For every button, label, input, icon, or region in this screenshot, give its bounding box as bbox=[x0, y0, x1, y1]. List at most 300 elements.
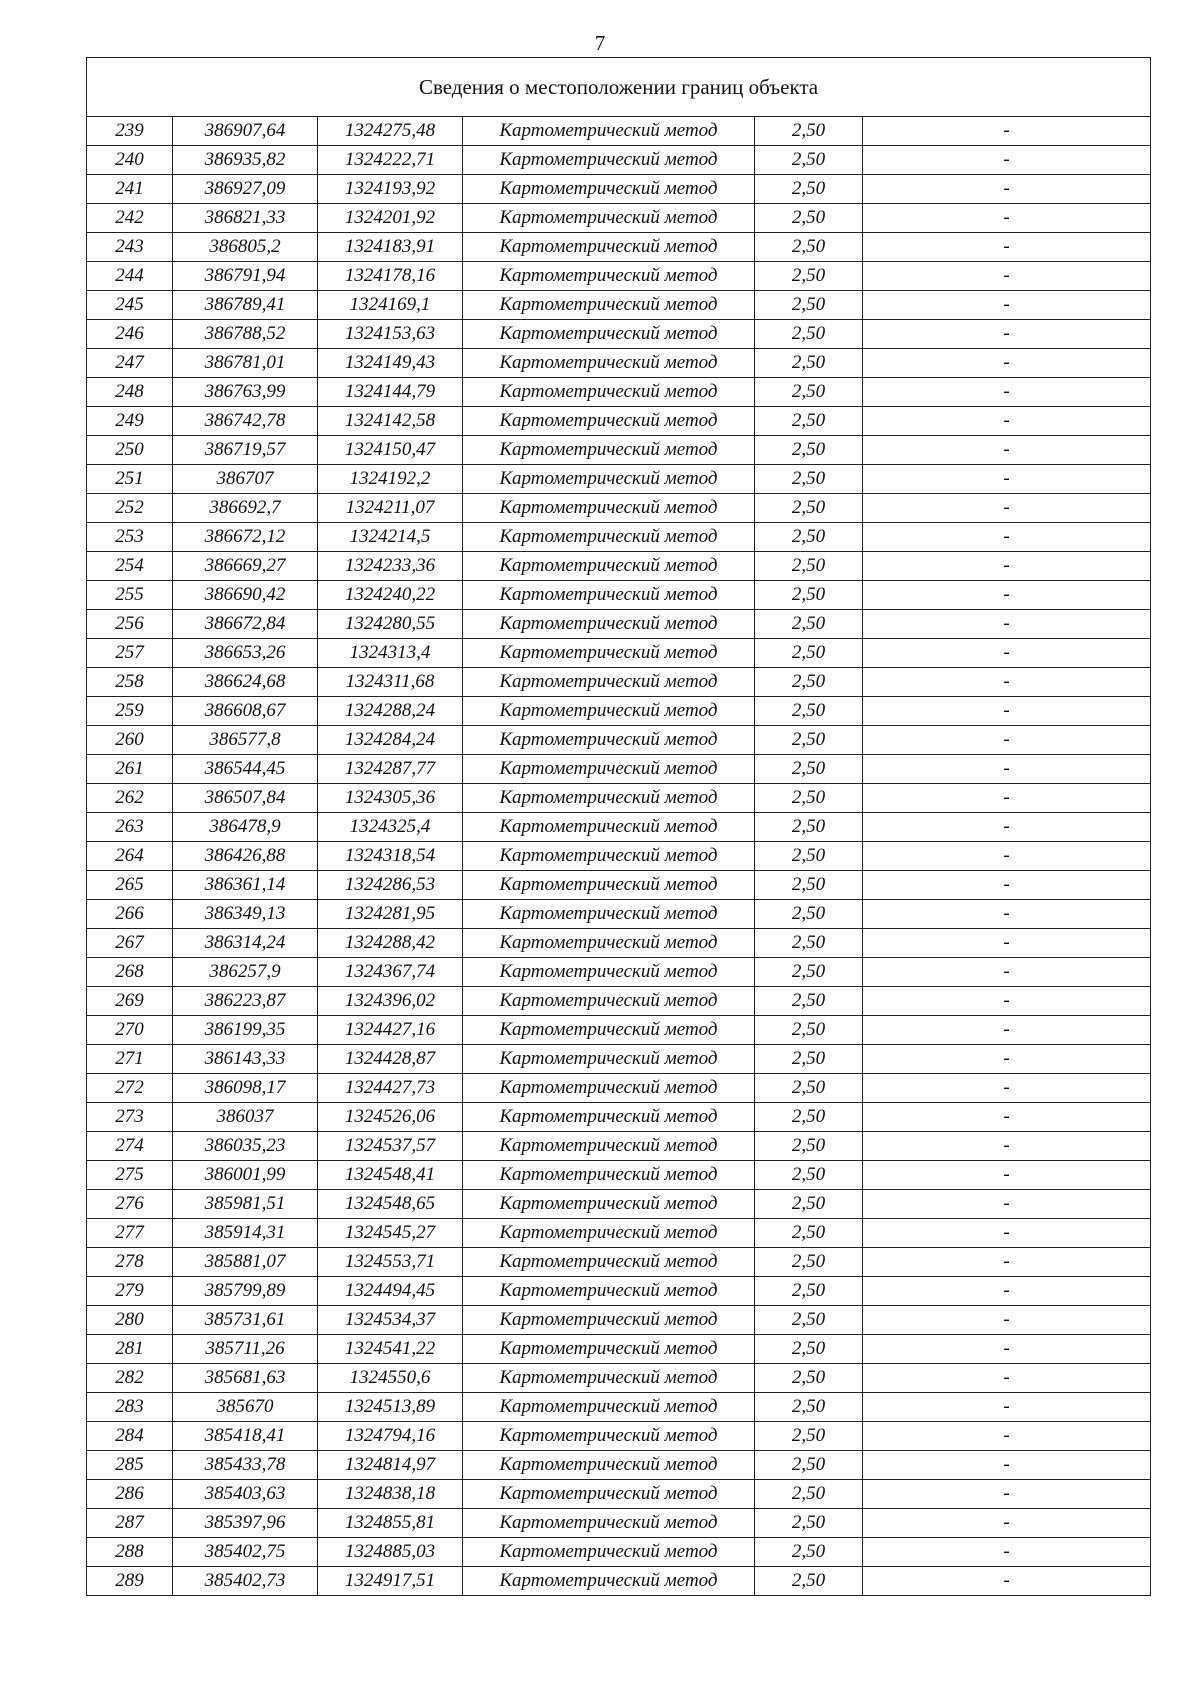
description-cell: - bbox=[863, 813, 1151, 842]
table-row bbox=[87, 1451, 1151, 1480]
table-body bbox=[87, 117, 1151, 1596]
method-cell: Картометрический метод bbox=[463, 378, 755, 407]
y-coordinate-cell: 1324280,55 bbox=[318, 610, 463, 639]
method-cell: Картометрический метод bbox=[463, 726, 755, 755]
table-row bbox=[87, 1161, 1151, 1190]
y-coordinate-cell: 1324541,22 bbox=[318, 1335, 463, 1364]
x-coordinate-cell: 386608,67 bbox=[173, 697, 318, 726]
point-number-cell: 239 bbox=[87, 117, 173, 146]
x-coordinate-cell: 386672,84 bbox=[173, 610, 318, 639]
x-coordinate-cell: 386690,42 bbox=[173, 581, 318, 610]
point-number-cell: 277 bbox=[87, 1219, 173, 1248]
method-cell: Картометрический метод bbox=[463, 697, 755, 726]
method-cell: Картометрический метод bbox=[463, 1480, 755, 1509]
accuracy-cell: 2,50 bbox=[755, 291, 863, 320]
x-coordinate-cell: 386805,2 bbox=[173, 233, 318, 262]
table-row bbox=[87, 1045, 1151, 1074]
point-number-cell: 284 bbox=[87, 1422, 173, 1451]
x-coordinate-cell: 385981,51 bbox=[173, 1190, 318, 1219]
x-coordinate-cell: 386577,8 bbox=[173, 726, 318, 755]
method-cell: Картометрический метод bbox=[463, 1277, 755, 1306]
point-number-cell: 289 bbox=[87, 1567, 173, 1596]
y-coordinate-cell: 1324281,95 bbox=[318, 900, 463, 929]
table-row bbox=[87, 610, 1151, 639]
accuracy-cell: 2,50 bbox=[755, 523, 863, 552]
method-cell: Картометрический метод bbox=[463, 1219, 755, 1248]
accuracy-cell: 2,50 bbox=[755, 1509, 863, 1538]
method-cell: Картометрический метод bbox=[463, 929, 755, 958]
x-coordinate-cell: 385402,75 bbox=[173, 1538, 318, 1567]
x-coordinate-cell: 386035,23 bbox=[173, 1132, 318, 1161]
point-number-cell: 247 bbox=[87, 349, 173, 378]
description-cell: - bbox=[863, 523, 1151, 552]
accuracy-cell: 2,50 bbox=[755, 958, 863, 987]
point-number-cell: 265 bbox=[87, 871, 173, 900]
accuracy-cell: 2,50 bbox=[755, 117, 863, 146]
y-coordinate-cell: 1324494,45 bbox=[318, 1277, 463, 1306]
description-cell: - bbox=[863, 1364, 1151, 1393]
accuracy-cell: 2,50 bbox=[755, 1364, 863, 1393]
x-coordinate-cell: 385670 bbox=[173, 1393, 318, 1422]
point-number-cell: 283 bbox=[87, 1393, 173, 1422]
y-coordinate-cell: 1324917,51 bbox=[318, 1567, 463, 1596]
description-cell: - bbox=[863, 1335, 1151, 1364]
point-number-cell: 257 bbox=[87, 639, 173, 668]
y-coordinate-cell: 1324284,24 bbox=[318, 726, 463, 755]
point-number-cell: 245 bbox=[87, 291, 173, 320]
y-coordinate-cell: 1324153,63 bbox=[318, 320, 463, 349]
table-row bbox=[87, 1219, 1151, 1248]
method-cell: Картометрический метод bbox=[463, 349, 755, 378]
description-cell: - bbox=[863, 1045, 1151, 1074]
x-coordinate-cell: 385681,63 bbox=[173, 1364, 318, 1393]
accuracy-cell: 2,50 bbox=[755, 581, 863, 610]
point-number-cell: 241 bbox=[87, 175, 173, 204]
table-row bbox=[87, 436, 1151, 465]
description-cell: - bbox=[863, 1451, 1151, 1480]
method-cell: Картометрический метод bbox=[463, 291, 755, 320]
accuracy-cell: 2,50 bbox=[755, 813, 863, 842]
table-row bbox=[87, 1567, 1151, 1596]
method-cell: Картометрический метод bbox=[463, 1422, 755, 1451]
point-number-cell: 285 bbox=[87, 1451, 173, 1480]
table-row bbox=[87, 958, 1151, 987]
table-row bbox=[87, 784, 1151, 813]
method-cell: Картометрический метод bbox=[463, 204, 755, 233]
accuracy-cell: 2,50 bbox=[755, 1277, 863, 1306]
y-coordinate-cell: 1324838,18 bbox=[318, 1480, 463, 1509]
description-cell: - bbox=[863, 1306, 1151, 1335]
accuracy-cell: 2,50 bbox=[755, 1045, 863, 1074]
accuracy-cell: 2,50 bbox=[755, 755, 863, 784]
x-coordinate-cell: 386426,88 bbox=[173, 842, 318, 871]
y-coordinate-cell: 1324526,06 bbox=[318, 1103, 463, 1132]
y-coordinate-cell: 1324534,37 bbox=[318, 1306, 463, 1335]
y-coordinate-cell: 1324545,27 bbox=[318, 1219, 463, 1248]
x-coordinate-cell: 386653,26 bbox=[173, 639, 318, 668]
description-cell: - bbox=[863, 668, 1151, 697]
table-row bbox=[87, 1103, 1151, 1132]
point-number-cell: 251 bbox=[87, 465, 173, 494]
y-coordinate-cell: 1324855,81 bbox=[318, 1509, 463, 1538]
y-coordinate-cell: 1324178,16 bbox=[318, 262, 463, 291]
method-cell: Картометрический метод bbox=[463, 668, 755, 697]
description-cell: - bbox=[863, 262, 1151, 291]
point-number-cell: 248 bbox=[87, 378, 173, 407]
y-coordinate-cell: 1324311,68 bbox=[318, 668, 463, 697]
point-number-cell: 256 bbox=[87, 610, 173, 639]
method-cell: Картометрический метод bbox=[463, 987, 755, 1016]
x-coordinate-cell: 385418,41 bbox=[173, 1422, 318, 1451]
y-coordinate-cell: 1324275,48 bbox=[318, 117, 463, 146]
description-cell: - bbox=[863, 929, 1151, 958]
point-number-cell: 280 bbox=[87, 1306, 173, 1335]
point-number-cell: 266 bbox=[87, 900, 173, 929]
table-title: Сведения о местоположении границ объекта bbox=[87, 58, 1151, 117]
y-coordinate-cell: 1324305,36 bbox=[318, 784, 463, 813]
table-row bbox=[87, 146, 1151, 175]
point-number-cell: 267 bbox=[87, 929, 173, 958]
method-cell: Картометрический метод bbox=[463, 871, 755, 900]
y-coordinate-cell: 1324222,71 bbox=[318, 146, 463, 175]
table-row bbox=[87, 1016, 1151, 1045]
method-cell: Картометрический метод bbox=[463, 1132, 755, 1161]
table-row bbox=[87, 726, 1151, 755]
accuracy-cell: 2,50 bbox=[755, 784, 863, 813]
point-number-cell: 287 bbox=[87, 1509, 173, 1538]
table-row bbox=[87, 233, 1151, 262]
table-row bbox=[87, 581, 1151, 610]
accuracy-cell: 2,50 bbox=[755, 871, 863, 900]
table-row bbox=[87, 291, 1151, 320]
accuracy-cell: 2,50 bbox=[755, 900, 863, 929]
table-row bbox=[87, 1480, 1151, 1509]
y-coordinate-cell: 1324150,47 bbox=[318, 436, 463, 465]
y-coordinate-cell: 1324396,02 bbox=[318, 987, 463, 1016]
method-cell: Картометрический метод bbox=[463, 1074, 755, 1103]
accuracy-cell: 2,50 bbox=[755, 1480, 863, 1509]
description-cell: - bbox=[863, 1393, 1151, 1422]
description-cell: - bbox=[863, 726, 1151, 755]
accuracy-cell: 2,50 bbox=[755, 436, 863, 465]
table-title-row bbox=[87, 58, 1151, 117]
table-row bbox=[87, 755, 1151, 784]
x-coordinate-cell: 386742,78 bbox=[173, 407, 318, 436]
x-coordinate-cell: 386692,7 bbox=[173, 494, 318, 523]
point-number-cell: 268 bbox=[87, 958, 173, 987]
table-row bbox=[87, 117, 1151, 146]
page-number: 7 bbox=[594, 31, 606, 55]
description-cell: - bbox=[863, 494, 1151, 523]
boundary-coordinates-table bbox=[86, 57, 1151, 1596]
description-cell: - bbox=[863, 349, 1151, 378]
table-row bbox=[87, 204, 1151, 233]
method-cell: Картометрический метод bbox=[463, 1016, 755, 1045]
y-coordinate-cell: 1324548,41 bbox=[318, 1161, 463, 1190]
table-row bbox=[87, 552, 1151, 581]
point-number-cell: 271 bbox=[87, 1045, 173, 1074]
x-coordinate-cell: 386907,64 bbox=[173, 117, 318, 146]
method-cell: Картометрический метод bbox=[463, 1393, 755, 1422]
point-number-cell: 250 bbox=[87, 436, 173, 465]
method-cell: Картометрический метод bbox=[463, 1161, 755, 1190]
table-row bbox=[87, 1364, 1151, 1393]
method-cell: Картометрический метод bbox=[463, 233, 755, 262]
description-cell: - bbox=[863, 842, 1151, 871]
point-number-cell: 254 bbox=[87, 552, 173, 581]
point-number-cell: 252 bbox=[87, 494, 173, 523]
method-cell: Картометрический метод bbox=[463, 581, 755, 610]
table-row bbox=[87, 987, 1151, 1016]
method-cell: Картометрический метод bbox=[463, 1306, 755, 1335]
point-number-cell: 242 bbox=[87, 204, 173, 233]
y-coordinate-cell: 1324214,5 bbox=[318, 523, 463, 552]
table-row bbox=[87, 813, 1151, 842]
table-row bbox=[87, 1190, 1151, 1219]
table-row bbox=[87, 1335, 1151, 1364]
description-cell: - bbox=[863, 175, 1151, 204]
x-coordinate-cell: 386001,99 bbox=[173, 1161, 318, 1190]
description-cell: - bbox=[863, 1161, 1151, 1190]
description-cell: - bbox=[863, 1190, 1151, 1219]
method-cell: Картометрический метод bbox=[463, 1364, 755, 1393]
y-coordinate-cell: 1324313,4 bbox=[318, 639, 463, 668]
y-coordinate-cell: 1324367,74 bbox=[318, 958, 463, 987]
table-row bbox=[87, 639, 1151, 668]
point-number-cell: 269 bbox=[87, 987, 173, 1016]
accuracy-cell: 2,50 bbox=[755, 1393, 863, 1422]
table-row bbox=[87, 1074, 1151, 1103]
accuracy-cell: 2,50 bbox=[755, 1538, 863, 1567]
y-coordinate-cell: 1324427,16 bbox=[318, 1016, 463, 1045]
point-number-cell: 288 bbox=[87, 1538, 173, 1567]
description-cell: - bbox=[863, 146, 1151, 175]
x-coordinate-cell: 386927,09 bbox=[173, 175, 318, 204]
table-row bbox=[87, 668, 1151, 697]
method-cell: Картометрический метод bbox=[463, 900, 755, 929]
accuracy-cell: 2,50 bbox=[755, 1306, 863, 1335]
method-cell: Картометрический метод bbox=[463, 639, 755, 668]
point-number-cell: 286 bbox=[87, 1480, 173, 1509]
y-coordinate-cell: 1324169,1 bbox=[318, 291, 463, 320]
description-cell: - bbox=[863, 1422, 1151, 1451]
x-coordinate-cell: 386788,52 bbox=[173, 320, 318, 349]
method-cell: Картометрический метод bbox=[463, 1567, 755, 1596]
y-coordinate-cell: 1324537,57 bbox=[318, 1132, 463, 1161]
point-number-cell: 270 bbox=[87, 1016, 173, 1045]
description-cell: - bbox=[863, 1567, 1151, 1596]
accuracy-cell: 2,50 bbox=[755, 1016, 863, 1045]
description-cell: - bbox=[863, 320, 1151, 349]
y-coordinate-cell: 1324193,92 bbox=[318, 175, 463, 204]
accuracy-cell: 2,50 bbox=[755, 1422, 863, 1451]
x-coordinate-cell: 386361,14 bbox=[173, 871, 318, 900]
accuracy-cell: 2,50 bbox=[755, 494, 863, 523]
x-coordinate-cell: 385397,96 bbox=[173, 1509, 318, 1538]
table-row bbox=[87, 1132, 1151, 1161]
y-coordinate-cell: 1324794,16 bbox=[318, 1422, 463, 1451]
point-number-cell: 246 bbox=[87, 320, 173, 349]
accuracy-cell: 2,50 bbox=[755, 1451, 863, 1480]
y-coordinate-cell: 1324142,58 bbox=[318, 407, 463, 436]
method-cell: Картометрический метод bbox=[463, 1045, 755, 1074]
description-cell: - bbox=[863, 1277, 1151, 1306]
description-cell: - bbox=[863, 1103, 1151, 1132]
accuracy-cell: 2,50 bbox=[755, 1190, 863, 1219]
x-coordinate-cell: 386669,27 bbox=[173, 552, 318, 581]
description-cell: - bbox=[863, 1538, 1151, 1567]
accuracy-cell: 2,50 bbox=[755, 465, 863, 494]
table-row bbox=[87, 1393, 1151, 1422]
description-cell: - bbox=[863, 581, 1151, 610]
point-number-cell: 253 bbox=[87, 523, 173, 552]
x-coordinate-cell: 385711,26 bbox=[173, 1335, 318, 1364]
description-cell: - bbox=[863, 987, 1151, 1016]
accuracy-cell: 2,50 bbox=[755, 842, 863, 871]
x-coordinate-cell: 386257,9 bbox=[173, 958, 318, 987]
point-number-cell: 276 bbox=[87, 1190, 173, 1219]
x-coordinate-cell: 386223,87 bbox=[173, 987, 318, 1016]
accuracy-cell: 2,50 bbox=[755, 987, 863, 1016]
accuracy-cell: 2,50 bbox=[755, 233, 863, 262]
point-number-cell: 261 bbox=[87, 755, 173, 784]
description-cell: - bbox=[863, 1480, 1151, 1509]
description-cell: - bbox=[863, 1219, 1151, 1248]
x-coordinate-cell: 386821,33 bbox=[173, 204, 318, 233]
method-cell: Картометрический метод bbox=[463, 958, 755, 987]
table-row bbox=[87, 262, 1151, 291]
point-number-cell: 278 bbox=[87, 1248, 173, 1277]
table-row bbox=[87, 900, 1151, 929]
method-cell: Картометрический метод bbox=[463, 1335, 755, 1364]
y-coordinate-cell: 1324286,53 bbox=[318, 871, 463, 900]
table-row bbox=[87, 465, 1151, 494]
description-cell: - bbox=[863, 958, 1151, 987]
point-number-cell: 243 bbox=[87, 233, 173, 262]
x-coordinate-cell: 385799,89 bbox=[173, 1277, 318, 1306]
accuracy-cell: 2,50 bbox=[755, 639, 863, 668]
accuracy-cell: 2,50 bbox=[755, 929, 863, 958]
y-coordinate-cell: 1324287,77 bbox=[318, 755, 463, 784]
x-coordinate-cell: 386037 bbox=[173, 1103, 318, 1132]
x-coordinate-cell: 386478,9 bbox=[173, 813, 318, 842]
x-coordinate-cell: 386314,24 bbox=[173, 929, 318, 958]
description-cell: - bbox=[863, 900, 1151, 929]
y-coordinate-cell: 1324149,43 bbox=[318, 349, 463, 378]
table-row bbox=[87, 378, 1151, 407]
method-cell: Картометрический метод bbox=[463, 842, 755, 871]
accuracy-cell: 2,50 bbox=[755, 1335, 863, 1364]
accuracy-cell: 2,50 bbox=[755, 1219, 863, 1248]
point-number-cell: 258 bbox=[87, 668, 173, 697]
method-cell: Картометрический метод bbox=[463, 1248, 755, 1277]
accuracy-cell: 2,50 bbox=[755, 1074, 863, 1103]
y-coordinate-cell: 1324513,89 bbox=[318, 1393, 463, 1422]
description-cell: - bbox=[863, 407, 1151, 436]
point-number-cell: 259 bbox=[87, 697, 173, 726]
point-number-cell: 279 bbox=[87, 1277, 173, 1306]
description-cell: - bbox=[863, 1248, 1151, 1277]
x-coordinate-cell: 386624,68 bbox=[173, 668, 318, 697]
accuracy-cell: 2,50 bbox=[755, 146, 863, 175]
point-number-cell: 263 bbox=[87, 813, 173, 842]
point-number-cell: 281 bbox=[87, 1335, 173, 1364]
method-cell: Картометрический метод bbox=[463, 117, 755, 146]
accuracy-cell: 2,50 bbox=[755, 262, 863, 291]
x-coordinate-cell: 385433,78 bbox=[173, 1451, 318, 1480]
point-number-cell: 255 bbox=[87, 581, 173, 610]
description-cell: - bbox=[863, 378, 1151, 407]
table-row bbox=[87, 320, 1151, 349]
description-cell: - bbox=[863, 871, 1151, 900]
accuracy-cell: 2,50 bbox=[755, 349, 863, 378]
y-coordinate-cell: 1324318,54 bbox=[318, 842, 463, 871]
description-cell: - bbox=[863, 1132, 1151, 1161]
accuracy-cell: 2,50 bbox=[755, 697, 863, 726]
method-cell: Картометрический метод bbox=[463, 494, 755, 523]
point-number-cell: 249 bbox=[87, 407, 173, 436]
method-cell: Картометрический метод bbox=[463, 175, 755, 204]
description-cell: - bbox=[863, 1509, 1151, 1538]
y-coordinate-cell: 1324183,91 bbox=[318, 233, 463, 262]
description-cell: - bbox=[863, 1016, 1151, 1045]
x-coordinate-cell: 386781,01 bbox=[173, 349, 318, 378]
point-number-cell: 262 bbox=[87, 784, 173, 813]
description-cell: - bbox=[863, 552, 1151, 581]
y-coordinate-cell: 1324144,79 bbox=[318, 378, 463, 407]
accuracy-cell: 2,50 bbox=[755, 1161, 863, 1190]
point-number-cell: 240 bbox=[87, 146, 173, 175]
method-cell: Картометрический метод bbox=[463, 436, 755, 465]
method-cell: Картометрический метод bbox=[463, 813, 755, 842]
table-row bbox=[87, 871, 1151, 900]
method-cell: Картометрический метод bbox=[463, 755, 755, 784]
table-row bbox=[87, 929, 1151, 958]
accuracy-cell: 2,50 bbox=[755, 378, 863, 407]
y-coordinate-cell: 1324885,03 bbox=[318, 1538, 463, 1567]
table-row bbox=[87, 407, 1151, 436]
y-coordinate-cell: 1324550,6 bbox=[318, 1364, 463, 1393]
description-cell: - bbox=[863, 436, 1151, 465]
y-coordinate-cell: 1324240,22 bbox=[318, 581, 463, 610]
y-coordinate-cell: 1324211,07 bbox=[318, 494, 463, 523]
accuracy-cell: 2,50 bbox=[755, 1103, 863, 1132]
x-coordinate-cell: 385731,61 bbox=[173, 1306, 318, 1335]
y-coordinate-cell: 1324548,65 bbox=[318, 1190, 463, 1219]
point-number-cell: 274 bbox=[87, 1132, 173, 1161]
x-coordinate-cell: 386143,33 bbox=[173, 1045, 318, 1074]
description-cell: - bbox=[863, 117, 1151, 146]
y-coordinate-cell: 1324233,36 bbox=[318, 552, 463, 581]
accuracy-cell: 2,50 bbox=[755, 204, 863, 233]
description-cell: - bbox=[863, 639, 1151, 668]
x-coordinate-cell: 386507,84 bbox=[173, 784, 318, 813]
point-number-cell: 272 bbox=[87, 1074, 173, 1103]
method-cell: Картометрический метод bbox=[463, 610, 755, 639]
x-coordinate-cell: 386789,41 bbox=[173, 291, 318, 320]
table-row bbox=[87, 842, 1151, 871]
accuracy-cell: 2,50 bbox=[755, 1567, 863, 1596]
accuracy-cell: 2,50 bbox=[755, 1248, 863, 1277]
x-coordinate-cell: 385402,73 bbox=[173, 1567, 318, 1596]
x-coordinate-cell: 386672,12 bbox=[173, 523, 318, 552]
description-cell: - bbox=[863, 697, 1151, 726]
accuracy-cell: 2,50 bbox=[755, 175, 863, 204]
x-coordinate-cell: 386719,57 bbox=[173, 436, 318, 465]
description-cell: - bbox=[863, 233, 1151, 262]
method-cell: Картометрический метод bbox=[463, 552, 755, 581]
x-coordinate-cell: 386098,17 bbox=[173, 1074, 318, 1103]
